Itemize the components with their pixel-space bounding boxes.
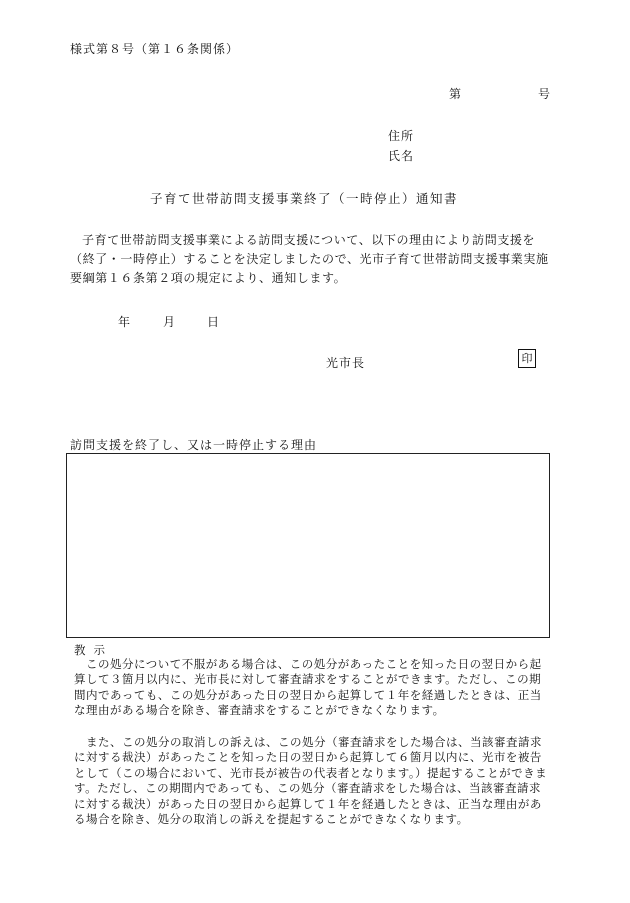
name-label: 氏名 bbox=[388, 149, 415, 163]
address-label: 住所 bbox=[388, 129, 415, 143]
form-number: 様式第８号（第１６条関係） bbox=[70, 42, 240, 56]
document-title: 子育て世帯訪問支援事業終了（一時停止）通知書 bbox=[150, 191, 459, 206]
date-day-label: 日 bbox=[207, 315, 221, 329]
document-number-suffix: 号 bbox=[538, 87, 552, 101]
issuer-name: 光市長 bbox=[326, 356, 366, 370]
seal-mark: 印 bbox=[518, 349, 536, 368]
reason-box[interactable] bbox=[66, 453, 550, 638]
instruction-title: 教示 bbox=[74, 643, 113, 657]
instruction-paragraph-1: この処分について不服がある場合は、この処分があったことを知った日の翌日から起算して３箇月以内に、光市長に対して審査請求をすることができます。ただし、この期間内であっても、この処分があった日の翌日から起算して１年を経過したときは、正当な理由がある場合を除き、審査請求をすることができなくなります。 bbox=[74, 657, 542, 718]
instruction-paragraph-2: また、この処分の取消しの訴えは、この処分（審査請求をした場合は、当該審査請求に対する裁決）があったことを知った日の翌日から起算して６箇月以内に、光市を被告として（この場合において、光市長が被告の代表者となります。）提起することができます。ただし、この期間内であっても、この処分（審査請求をした場合は、当該審査請求に対する裁決）があった日の翌日から起算して１年を経過したときは、正当な理由がある場合を除き、処分の取消しの訴えを提起することができなくなります。 bbox=[74, 735, 548, 827]
body-paragraph: 子育て世帯訪問支援事業による訪問支援について、以下の理由により訪問支援を（終了・一時停止）することを決定しましたので、光市子育て世帯訪問支援事業実施要綱第１６条第２項の規定により、通知します。 bbox=[70, 233, 549, 285]
date-month-label: 月 bbox=[163, 315, 177, 329]
reason-label: 訪問支援を終了し、又は一時停止する理由 bbox=[70, 438, 318, 452]
document-number-prefix: 第 bbox=[449, 87, 463, 101]
date-year-label: 年 bbox=[118, 315, 132, 329]
